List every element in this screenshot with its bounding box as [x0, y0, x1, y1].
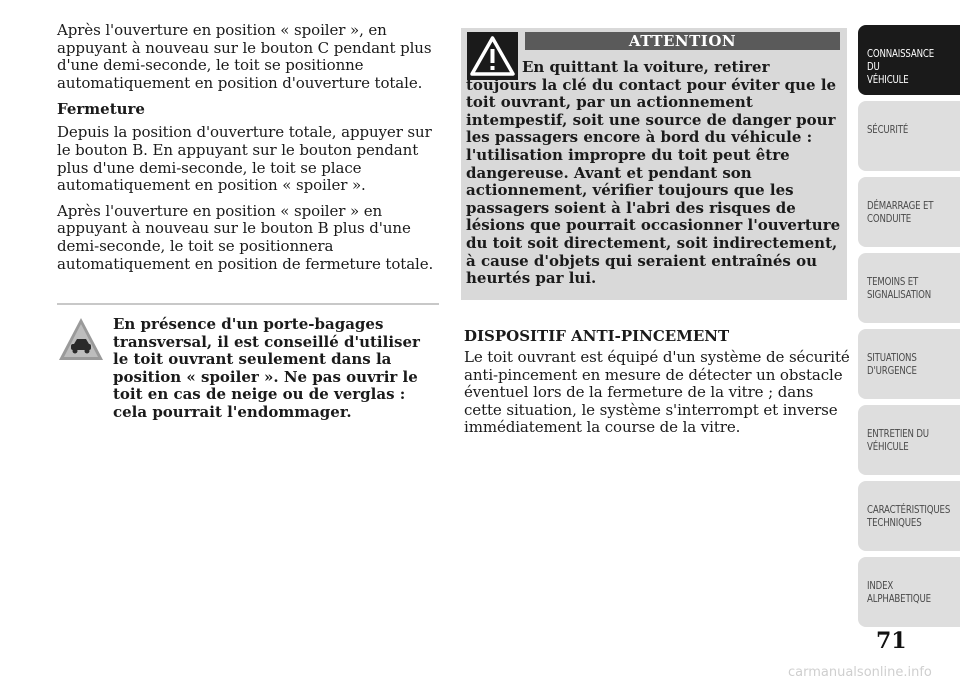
- tab-label: SITUATIONS D'URGENCE: [867, 352, 917, 377]
- paragraph-full-close: Après l'ouverture en position « spoiler » en appuyant à nouveau sur le bouton B plus d'une demi-seconde, le toit se positionnera automatiquement en position de fermeture totale.: [57, 201, 434, 273]
- car-roof-warning-icon: [57, 316, 105, 362]
- tab-label: CONNAISSANCE DU VÉHICULE: [867, 48, 935, 86]
- tab-label: ENTRETIEN DU VÉHICULE: [867, 428, 929, 453]
- tab-label: SÉCURITÉ: [867, 124, 909, 136]
- paragraph-closing: Depuis la position d'ouverture totale, appuyer sur le bouton B. En appuyant sur le bouton pendant plus d'une demi-seconde, le toit se place automatiquement en position « spoiler ».: [57, 123, 432, 195]
- tab-connaissance-du-vehicule[interactable]: [858, 25, 960, 95]
- tab-temoins-et-signalisation[interactable]: [858, 253, 960, 323]
- roof-rack-note-text: En présence d'un porte-bagages transversal, il est conseillé d'utiliser le toit ouvrant seulement dans la position « spoiler ». Ne pas ouvrir le toit en cas de neige ou de verglas : cela pourrait l'endommager.: [113, 315, 420, 421]
- tab-index-alphabetique[interactable]: [858, 557, 960, 627]
- attention-box: [461, 28, 847, 300]
- watermark: carmanualsonline.info: [788, 665, 932, 680]
- heading-fermeture: Fermeture: [57, 100, 145, 119]
- tab-entretien-du-vehicule[interactable]: [858, 405, 960, 475]
- tab-label: CARACTÉRISTIQUES TECHNIQUES: [867, 504, 951, 529]
- attention-text: En quittant la voiture, retirer toujours la clé du contact pour éviter que le toit ouvrant, par un actionnement intempestif, soit une source de danger pour les passagers encore à bord du véhicule : l'utilisation impropre du toit peut être dangereuse. Avant et pendant son actionnement, vérifier toujours que les passagers soient à l'abri des risques de lésions que pourrait occasionner l'ouverture du toit soit directement, soit indirectement, à cause d'objets qui seraient entraînés ou heurtés par lui.: [466, 58, 841, 288]
- attention-title: ATTENTION: [525, 32, 840, 50]
- left-column: [57, 22, 443, 273]
- roof-rack-note: [57, 316, 439, 422]
- right-column: [464, 349, 850, 437]
- tab-securite[interactable]: [858, 101, 960, 171]
- anti-pinch-paragraph: Le toit ouvrant est équipé d'un système de sécurité anti-pincement en mesure de détecter un obstacle éventuel lors de la fermeture de la vitre ; dans cette situation, le système s'interrompt et inverse immédiatement la course de la vitre.: [464, 348, 850, 437]
- tab-label: DÉMARRAGE ET CONDUITE: [867, 200, 934, 225]
- section-title: DISPOSITIF ANTI-PINCEMENT: [464, 327, 730, 345]
- divider: [57, 303, 439, 305]
- attention-text-block: [466, 59, 842, 288]
- tab-situations-durgence[interactable]: [858, 329, 960, 399]
- tab-caracteristiques-techniques[interactable]: [858, 481, 960, 551]
- tab-demarrage-et-conduite[interactable]: [858, 177, 960, 247]
- tab-label: TEMOINS ET SIGNALISATION: [867, 276, 932, 301]
- tab-label: INDEX ALPHABETIQUE: [867, 580, 931, 605]
- page-number: 71: [876, 628, 907, 654]
- paragraph-spoiler-open: Après l'ouverture en position « spoiler », en appuyant à nouveau sur le bouton C pendant plus d'une demi-seconde, le toit se positionne automatiquement en position d'ouverture totale.: [57, 21, 432, 92]
